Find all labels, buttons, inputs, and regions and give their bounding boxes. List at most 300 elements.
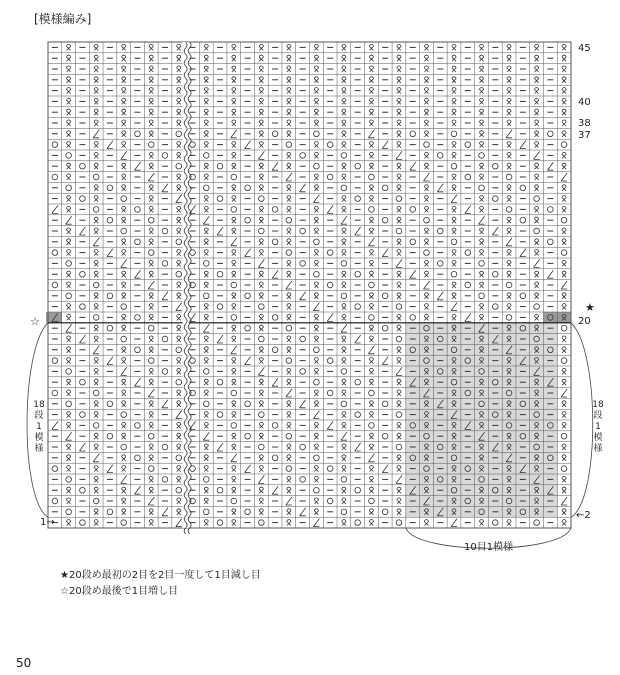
yarn-over-symbol	[327, 250, 333, 256]
yarn-over-symbol	[93, 315, 99, 321]
yarn-over-symbol	[561, 142, 567, 148]
twisted-knit-symbol	[149, 314, 153, 320]
twisted-knit-symbol	[480, 271, 484, 277]
twisted-knit-symbol	[314, 55, 318, 61]
twisted-knit-symbol	[232, 228, 236, 234]
k2tog-symbol	[300, 400, 306, 408]
yarn-over-symbol	[341, 293, 347, 299]
twisted-knit-symbol	[94, 44, 98, 50]
yarn-over-symbol	[121, 412, 127, 418]
twisted-knit-symbol	[369, 55, 373, 61]
twisted-knit-symbol	[424, 239, 428, 245]
yarn-over-symbol	[231, 390, 237, 396]
yarn-over-symbol	[231, 207, 237, 213]
chart-title: [模様編み]	[34, 12, 92, 26]
k2tog-symbol	[534, 259, 540, 267]
yarn-over-symbol	[176, 239, 182, 245]
twisted-knit-symbol	[204, 131, 208, 137]
yarn-over-symbol	[148, 217, 154, 223]
twisted-knit-symbol	[94, 260, 98, 266]
yarn-over-symbol	[259, 336, 265, 342]
k2tog-symbol	[148, 389, 154, 397]
k2tog-symbol	[52, 421, 58, 429]
yarn-over-symbol	[135, 423, 141, 429]
twisted-knit-symbol	[535, 55, 539, 61]
yarn-over-symbol	[93, 423, 99, 429]
k2tog-symbol	[231, 238, 237, 246]
yarn-over-symbol	[217, 271, 223, 277]
twisted-knit-symbol	[204, 358, 208, 364]
twisted-knit-symbol	[507, 293, 511, 299]
twisted-knit-symbol	[287, 347, 291, 353]
yarn-over-symbol	[135, 239, 141, 245]
k2tog-symbol	[231, 130, 237, 138]
twisted-knit-symbol	[287, 120, 291, 126]
yarn-over-symbol	[80, 163, 86, 169]
yarn-over-symbol	[259, 196, 265, 202]
yarn-over-symbol	[162, 261, 168, 267]
yarn-over-symbol	[327, 358, 333, 364]
twisted-knit-symbol	[397, 390, 401, 396]
twisted-knit-symbol	[177, 422, 181, 428]
yarn-over-symbol	[561, 358, 567, 364]
twisted-knit-symbol	[287, 206, 291, 212]
twisted-knit-symbol	[507, 120, 511, 126]
twisted-knit-symbol	[259, 217, 263, 223]
twisted-knit-symbol	[397, 217, 401, 223]
twisted-knit-symbol	[397, 239, 401, 245]
yarn-over-symbol	[93, 390, 99, 396]
twisted-knit-symbol	[314, 98, 318, 104]
twisted-knit-symbol	[397, 422, 401, 428]
twisted-knit-symbol	[287, 163, 291, 169]
twisted-knit-symbol	[480, 142, 484, 148]
yarn-over-symbol	[396, 196, 402, 202]
twisted-knit-symbol	[342, 196, 346, 202]
k2tog-symbol	[506, 238, 512, 246]
yarn-over-symbol	[217, 412, 223, 418]
twisted-knit-symbol	[232, 98, 236, 104]
twisted-knit-symbol	[452, 217, 456, 223]
yarn-over-symbol	[410, 207, 416, 213]
twisted-knit-symbol	[480, 239, 484, 245]
twisted-knit-symbol	[67, 163, 71, 169]
yarn-over-symbol	[327, 390, 333, 396]
twisted-knit-symbol	[342, 250, 346, 256]
k2tog-symbol	[313, 195, 319, 203]
twisted-knit-symbol	[287, 77, 291, 83]
twisted-knit-symbol	[149, 336, 153, 342]
twisted-knit-symbol	[314, 142, 318, 148]
twisted-knit-symbol	[535, 282, 539, 288]
twisted-knit-symbol	[149, 401, 153, 407]
twisted-knit-symbol	[122, 142, 126, 148]
twisted-knit-symbol	[204, 239, 208, 245]
twisted-knit-symbol	[67, 358, 71, 364]
twisted-knit-symbol	[397, 358, 401, 364]
twisted-knit-symbol	[452, 55, 456, 61]
twisted-knit-symbol	[94, 444, 98, 450]
k2tog-symbol	[272, 486, 278, 494]
twisted-knit-symbol	[424, 304, 428, 310]
yarn-over-symbol	[203, 477, 209, 483]
twisted-knit-symbol	[259, 401, 263, 407]
twisted-knit-symbol	[480, 314, 484, 320]
yarn-over-symbol	[314, 271, 320, 277]
yarn-over-symbol	[217, 304, 223, 310]
twisted-knit-symbol	[149, 368, 153, 374]
twisted-knit-symbol	[342, 77, 346, 83]
k2tog-symbol	[79, 443, 85, 451]
k2tog-symbol	[93, 346, 99, 354]
twisted-knit-symbol	[452, 282, 456, 288]
twisted-knit-symbol	[535, 293, 539, 299]
twisted-knit-symbol	[94, 325, 98, 331]
twisted-knit-symbol	[232, 433, 236, 439]
twisted-knit-symbol	[342, 228, 346, 234]
twisted-knit-symbol	[67, 196, 71, 202]
twisted-knit-symbol	[397, 142, 401, 148]
yarn-over-symbol	[162, 228, 168, 234]
yarn-over-symbol	[561, 466, 567, 472]
twisted-knit-symbol	[369, 520, 373, 526]
yarn-over-symbol	[135, 207, 141, 213]
yarn-over-symbol	[121, 444, 127, 450]
twisted-knit-symbol	[232, 509, 236, 515]
twisted-knit-symbol	[287, 509, 291, 515]
yarn-over-symbol	[369, 390, 375, 396]
twisted-knit-symbol	[314, 109, 318, 115]
twisted-knit-symbol	[204, 412, 208, 418]
twisted-knit-symbol	[562, 271, 566, 277]
twisted-knit-symbol	[232, 336, 236, 342]
twisted-knit-symbol	[535, 109, 539, 115]
k2tog-symbol	[148, 497, 154, 505]
yarn-over-symbol	[506, 282, 512, 288]
twisted-knit-symbol	[177, 55, 181, 61]
twisted-knit-symbol	[342, 498, 346, 504]
k2tog-symbol	[93, 130, 99, 138]
twisted-knit-symbol	[259, 185, 263, 191]
twisted-knit-symbol	[67, 228, 71, 234]
twisted-knit-symbol	[480, 196, 484, 202]
twisted-knit-symbol	[562, 120, 566, 126]
yarn-over-symbol	[451, 163, 457, 169]
twisted-knit-symbol	[67, 498, 71, 504]
twisted-knit-symbol	[177, 476, 181, 482]
twisted-knit-symbol	[94, 304, 98, 310]
twisted-knit-symbol	[397, 347, 401, 353]
yarn-over-symbol	[465, 142, 471, 148]
twisted-knit-symbol	[122, 250, 126, 256]
twisted-knit-symbol	[232, 520, 236, 526]
k2tog-symbol	[382, 249, 388, 257]
yarn-over-symbol	[286, 433, 292, 439]
yarn-over-symbol	[314, 163, 320, 169]
twisted-knit-symbol	[122, 347, 126, 353]
twisted-knit-symbol	[452, 174, 456, 180]
yarn-over-symbol	[451, 239, 457, 245]
twisted-knit-symbol	[342, 314, 346, 320]
k2tog-symbol	[245, 465, 251, 473]
twisted-knit-symbol	[424, 228, 428, 234]
twisted-knit-symbol	[480, 98, 484, 104]
yarn-over-symbol	[300, 228, 306, 234]
twisted-knit-symbol	[259, 487, 263, 493]
twisted-knit-symbol	[232, 77, 236, 83]
k2tog-symbol	[561, 281, 567, 289]
twisted-knit-symbol	[342, 239, 346, 245]
k2tog-symbol	[93, 238, 99, 246]
yarn-over-symbol	[245, 185, 251, 191]
twisted-knit-symbol	[149, 206, 153, 212]
twisted-knit-symbol	[149, 228, 153, 234]
k2tog-symbol	[66, 324, 72, 332]
twisted-knit-symbol	[314, 282, 318, 288]
twisted-knit-symbol	[177, 336, 181, 342]
twisted-knit-symbol	[562, 109, 566, 115]
yarn-over-symbol	[479, 293, 485, 299]
twisted-knit-symbol	[535, 163, 539, 169]
k2tog-symbol	[107, 249, 113, 257]
twisted-knit-symbol	[149, 476, 153, 482]
k2tog-symbol	[341, 324, 347, 332]
twisted-knit-symbol	[507, 109, 511, 115]
yarn-over-symbol	[93, 174, 99, 180]
twisted-knit-symbol	[259, 109, 263, 115]
yarn-over-symbol	[259, 444, 265, 450]
yarn-over-symbol	[369, 282, 375, 288]
twisted-knit-symbol	[342, 44, 346, 50]
twisted-knit-symbol	[122, 466, 126, 472]
twisted-knit-symbol	[562, 131, 566, 137]
k2tog-symbol	[355, 443, 361, 451]
yarn-over-symbol	[52, 498, 58, 504]
yarn-over-symbol	[245, 325, 251, 331]
k2tog-symbol	[327, 313, 333, 321]
twisted-knit-symbol	[535, 77, 539, 83]
twisted-knit-symbol	[122, 293, 126, 299]
twisted-knit-symbol	[452, 228, 456, 234]
twisted-knit-symbol	[535, 98, 539, 104]
twisted-knit-symbol	[480, 282, 484, 288]
k2tog-symbol	[245, 357, 251, 365]
k2tog-symbol	[121, 259, 127, 267]
twisted-knit-symbol	[342, 304, 346, 310]
yarn-over-symbol	[135, 347, 141, 353]
yarn-over-symbol	[437, 153, 443, 159]
k2tog-symbol	[162, 292, 168, 300]
twisted-knit-symbol	[67, 347, 71, 353]
twisted-knit-symbol	[259, 509, 263, 515]
k2tog-symbol	[396, 367, 402, 375]
k2tog-symbol	[437, 292, 443, 300]
twisted-knit-symbol	[232, 476, 236, 482]
start-row-right-label: ←2	[576, 510, 591, 521]
yarn-over-symbol	[300, 477, 306, 483]
twisted-knit-symbol	[122, 88, 126, 94]
k2tog-symbol	[162, 508, 168, 516]
yarn-over-symbol	[80, 520, 86, 526]
twisted-knit-symbol	[94, 379, 98, 385]
twisted-knit-symbol	[369, 401, 373, 407]
yarn-over-symbol	[66, 293, 72, 299]
twisted-knit-symbol	[232, 444, 236, 450]
k2tog-symbol	[396, 475, 402, 483]
twisted-knit-symbol	[177, 293, 181, 299]
k2tog-symbol	[79, 335, 85, 343]
yarn-over-symbol	[520, 185, 526, 191]
twisted-knit-symbol	[287, 412, 291, 418]
k2tog-symbol	[492, 227, 498, 235]
yarn-over-symbol	[66, 401, 72, 407]
twisted-knit-symbol	[424, 314, 428, 320]
k2tog-symbol	[341, 216, 347, 224]
twisted-knit-symbol	[149, 44, 153, 50]
k2tog-symbol	[355, 227, 361, 235]
k2tog-symbol	[547, 270, 553, 278]
twisted-knit-symbol	[452, 260, 456, 266]
twisted-knit-symbol	[287, 239, 291, 245]
twisted-knit-symbol	[149, 66, 153, 72]
twisted-knit-symbol	[287, 109, 291, 115]
twisted-knit-symbol	[259, 271, 263, 277]
star-filled-marker: ★	[585, 301, 595, 314]
yarn-over-symbol	[231, 282, 237, 288]
twisted-knit-symbol	[67, 379, 71, 385]
yarn-over-symbol	[369, 174, 375, 180]
twisted-knit-symbol	[122, 55, 126, 61]
twisted-knit-symbol	[397, 250, 401, 256]
yarn-over-symbol	[286, 217, 292, 223]
twisted-knit-symbol	[259, 498, 263, 504]
k2tog-symbol	[561, 497, 567, 505]
twisted-knit-symbol	[94, 120, 98, 126]
twisted-knit-symbol	[452, 142, 456, 148]
twisted-knit-symbol	[204, 304, 208, 310]
twisted-knit-symbol	[314, 77, 318, 83]
twisted-knit-symbol	[67, 466, 71, 472]
twisted-knit-symbol	[369, 271, 373, 277]
yarn-over-symbol	[410, 131, 416, 137]
k2tog-symbol	[217, 227, 223, 235]
yarn-over-symbol	[410, 239, 416, 245]
yarn-over-symbol	[52, 390, 58, 396]
twisted-knit-symbol	[342, 520, 346, 526]
yarn-over-symbol	[451, 131, 457, 137]
twisted-knit-symbol	[232, 401, 236, 407]
k2tog-symbol	[286, 389, 292, 397]
twisted-knit-symbol	[67, 282, 71, 288]
k2tog-symbol	[286, 281, 292, 289]
row-label-20: 20	[578, 316, 591, 327]
twisted-knit-symbol	[177, 88, 181, 94]
yarn-over-symbol	[93, 498, 99, 504]
yarn-over-symbol	[107, 433, 113, 439]
twisted-knit-symbol	[562, 379, 566, 385]
twisted-knit-symbol	[204, 455, 208, 461]
twisted-knit-symbol	[177, 66, 181, 72]
twisted-knit-symbol	[507, 217, 511, 223]
twisted-knit-symbol	[67, 66, 71, 72]
twisted-knit-symbol	[314, 476, 318, 482]
twisted-knit-symbol	[232, 325, 236, 331]
twisted-knit-symbol	[397, 109, 401, 115]
yarn-over-symbol	[148, 142, 154, 148]
yarn-over-symbol	[231, 315, 237, 321]
yarn-over-symbol	[52, 142, 58, 148]
twisted-knit-symbol	[232, 293, 236, 299]
yarn-over-symbol	[327, 466, 333, 472]
yarn-over-symbol	[410, 315, 416, 321]
twisted-knit-symbol	[369, 304, 373, 310]
twisted-knit-symbol	[204, 336, 208, 342]
twisted-knit-symbol	[342, 379, 346, 385]
twisted-knit-symbol	[67, 77, 71, 83]
yarn-over-symbol	[314, 379, 320, 385]
start-row-left-label: 1→	[40, 517, 55, 528]
twisted-knit-symbol	[535, 206, 539, 212]
twisted-knit-symbol	[562, 260, 566, 266]
twisted-knit-symbol	[67, 109, 71, 115]
k2tog-symbol	[547, 162, 553, 170]
twisted-knit-symbol	[67, 142, 71, 148]
twisted-knit-symbol	[94, 401, 98, 407]
twisted-knit-symbol	[562, 152, 566, 158]
k2tog-symbol	[396, 151, 402, 159]
twisted-knit-symbol	[94, 336, 98, 342]
k2tog-symbol	[134, 270, 140, 278]
twisted-knit-symbol	[149, 379, 153, 385]
twisted-knit-symbol	[149, 293, 153, 299]
twisted-knit-symbol	[94, 55, 98, 61]
twisted-knit-symbol	[314, 120, 318, 126]
twisted-knit-symbol	[177, 401, 181, 407]
twisted-knit-symbol	[177, 120, 181, 126]
twisted-knit-symbol	[259, 293, 263, 299]
note-increase: ☆20段め最後で1目増し目	[60, 586, 179, 597]
yarn-over-symbol	[327, 282, 333, 288]
yarn-over-symbol	[548, 239, 554, 245]
twisted-knit-symbol	[122, 66, 126, 72]
twisted-knit-symbol	[67, 520, 71, 526]
yarn-over-symbol	[121, 520, 127, 526]
twisted-knit-symbol	[314, 88, 318, 94]
twisted-knit-symbol	[122, 433, 126, 439]
twisted-knit-symbol	[452, 250, 456, 256]
twisted-knit-symbol	[314, 314, 318, 320]
twisted-knit-symbol	[122, 131, 126, 137]
twisted-knit-symbol	[122, 422, 126, 428]
twisted-knit-symbol	[535, 217, 539, 223]
k2tog-symbol	[300, 292, 306, 300]
yarn-over-symbol	[451, 271, 457, 277]
yarn-over-symbol	[162, 336, 168, 342]
twisted-knit-symbol	[232, 120, 236, 126]
twisted-knit-symbol	[204, 466, 208, 472]
yarn-over-symbol	[506, 174, 512, 180]
twisted-knit-symbol	[122, 174, 126, 180]
twisted-knit-symbol	[259, 131, 263, 137]
twisted-knit-symbol	[232, 152, 236, 158]
yarn-over-symbol	[272, 455, 278, 461]
yarn-over-symbol	[121, 196, 127, 202]
twisted-knit-symbol	[149, 88, 153, 94]
twisted-knit-symbol	[94, 250, 98, 256]
repeat-arc-right	[571, 323, 593, 517]
twisted-knit-symbol	[232, 44, 236, 50]
twisted-knit-symbol	[314, 498, 318, 504]
